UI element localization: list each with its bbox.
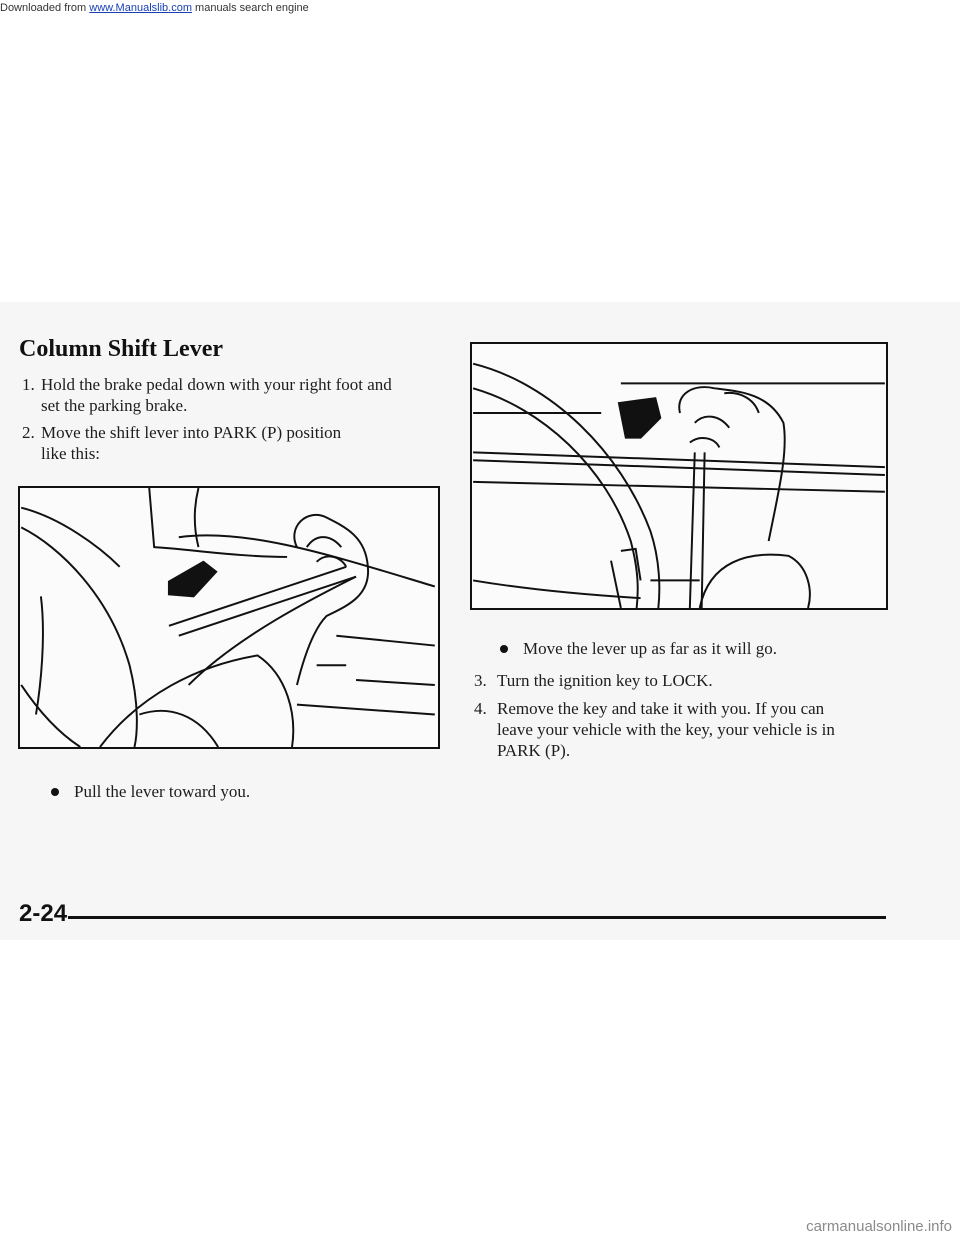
- bullet-text: Move the lever up as far as it will go.: [523, 639, 777, 658]
- step-text-line: PARK (P).: [497, 741, 571, 760]
- bullet-pull-lever: [51, 781, 431, 803]
- step-number: 4.: [474, 699, 487, 718]
- watermark: [0, 1218, 960, 1235]
- download-banner: [0, 2, 960, 14]
- bullet-move-lever-up: [500, 638, 880, 660]
- step-text-line: Hold the brake pedal down with your right foot and: [41, 375, 392, 394]
- step-text-line: leave your vehicle with the key, your vehicle is in: [497, 720, 835, 739]
- bullet-dot: [51, 788, 59, 796]
- figure-raise-lever: [470, 342, 888, 610]
- step-text-line: Move the shift lever into PARK (P) position: [41, 423, 342, 442]
- step-text-line: like this:: [41, 444, 101, 463]
- step-text-line: Turn the ignition key to LOCK.: [497, 671, 713, 690]
- step-text-line: Remove the key and take it with you. If you can: [497, 699, 825, 718]
- bullet-text: Pull the lever toward you.: [74, 782, 251, 801]
- figure-pull-lever: [18, 486, 440, 749]
- step-number: 1.: [22, 375, 35, 394]
- hand-pulling-shift-lever-illustration: [20, 488, 438, 747]
- footer-rule: [68, 916, 886, 919]
- banner-prefix: Downloaded from: [0, 2, 90, 14]
- step-number: 3.: [474, 671, 487, 690]
- step-number: 2.: [22, 423, 35, 442]
- step-4: [474, 698, 914, 764]
- step-3: [474, 670, 914, 692]
- banner-suffix: manuals search engine: [191, 2, 309, 14]
- step-2: [22, 422, 442, 466]
- watermark-text: carmanualsonline.info: [806, 1218, 952, 1235]
- step-1: [22, 374, 442, 418]
- step-text-line: set the parking brake.: [41, 396, 188, 415]
- section-title: Column Shift Lever: [19, 336, 223, 362]
- manualslib-link[interactable]: www.Manualslib.com: [89, 2, 192, 14]
- hand-raising-shift-lever-illustration: [472, 344, 886, 608]
- page-number: 2-24: [19, 900, 68, 927]
- bullet-dot: [500, 645, 508, 653]
